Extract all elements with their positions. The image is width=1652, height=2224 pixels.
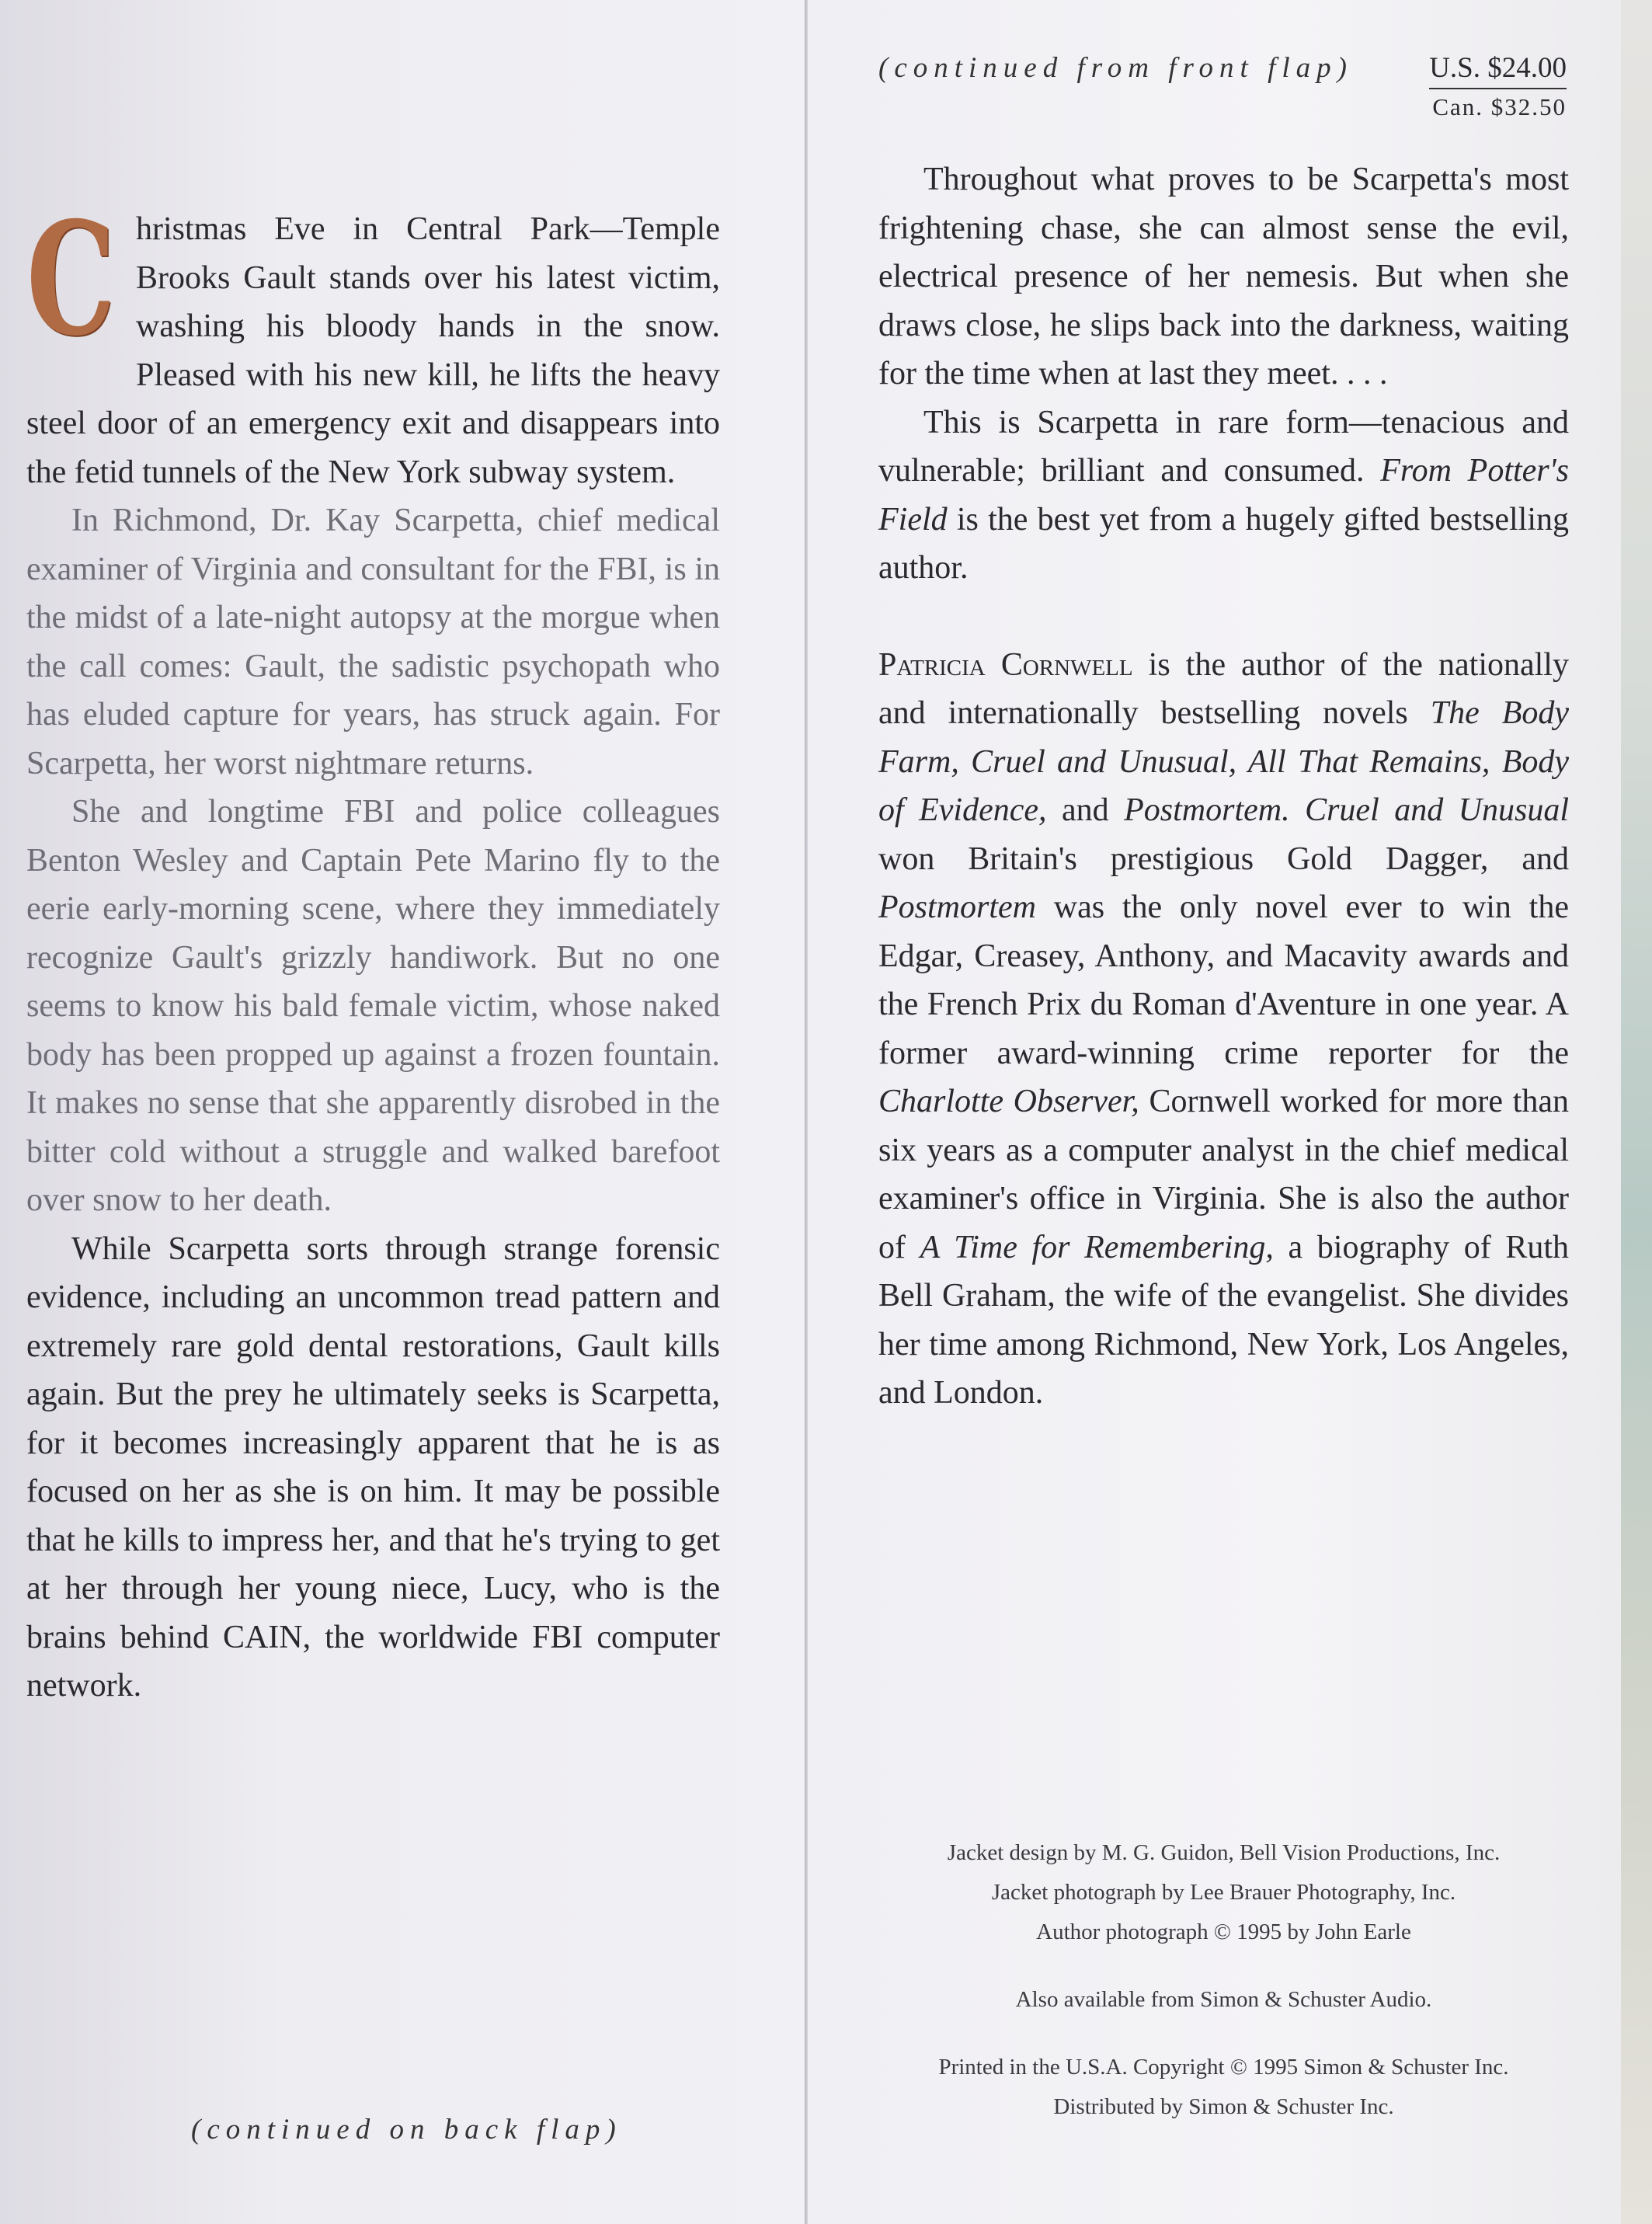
- back-paragraph-2-a: This is Scarpetta in rare form—tenacious and vulnerable; brilliant and consumed.: [878, 404, 1569, 489]
- credit-distributed: Distributed by Simon & Schuster Inc.: [1053, 2094, 1394, 2119]
- back-paragraph-2-b: is the best yet from a hugely gifted bestselling author.: [878, 501, 1569, 586]
- bio-text-6: Cornwell worked for more than six years as a computer analyst in the chief medical examiner's office in Virginia. She is also the author of: [878, 1084, 1569, 1265]
- front-paragraph-4: While Scarpetta sorts through strange forensic evidence, including an uncommon tread pattern and extremely rare gold dental restorations, Gault kills again. But the prey he ultimately seeks is Scarpetta, for it becomes increasingly apparent that he is as focused on her as she is on him. It may be possible that he kills to impress her, and that he's trying to get at her through her young niece, Lucy, who is the brains behind CAIN, the worldwide FBI computer network.: [26, 1230, 720, 1704]
- back-flap-text: [878, 155, 1569, 1418]
- front-paragraph-1: hristmas Eve in Central Park—Temple Brooks Gault stands over his latest victim, washing his bloody hands in the snow. Pleased with his new kill, he lifts the heavy steel door of an emergency exit and disappears into the fetid tunnels of the New York subway system.: [26, 211, 720, 490]
- credit-printed: Printed in the U.S.A. Copyright © 1995 Simon & Schuster Inc.: [938, 2055, 1509, 2080]
- bio-text-2: and: [1046, 792, 1125, 828]
- credit-author-photo: Author photograph © 1995 by John Earle: [1036, 1919, 1411, 1944]
- price-us: U.S. $24.00: [1429, 51, 1567, 89]
- back-paragraph-1: Throughout what proves to be Scarpetta's most frightening chase, she can almost sense the evil, electrical presence of her nemesis. But when she draws close, he slips back into the darkness, waiting for the time when at last they meet. . . .: [878, 162, 1569, 392]
- bio-book-postmortem: Postmortem.: [1124, 792, 1290, 828]
- back-paragraph-2: [878, 399, 1569, 593]
- author-name: Patricia Cornwell: [878, 646, 1133, 683]
- bio-text-7: a biography of Ruth Bell Graham, the wife of the evangelist. She divides her time among Richmond, New York, Los Angeles, and London.: [878, 1229, 1569, 1411]
- bio-text-4: won Britain's prestigious Gold Dagger, and: [878, 841, 1569, 877]
- front-paragraph-3: She and longtime FBI and police colleagues Benton Wesley and Captain Pete Marino fly to the eerie early-morning scene, where they immediately recognize Gault's grizzly handiwork. But no one seems to know his bald female victim, whose naked body has been propped up against a frozen fountain. It makes no sense that she apparently disrobed in the bitter cold without a struggle and walked barefoot over snow to her death.: [26, 794, 720, 1218]
- front-flap-text: [26, 188, 720, 1711]
- credits: [878, 1833, 1569, 2127]
- credit-jacket-design: Jacket design by M. G. Guidon, Bell Vision Productions, Inc.: [947, 1840, 1501, 1865]
- drop-cap: C: [26, 188, 116, 371]
- bio-text-1: is the author of the nationally and internationally bestselling novels: [878, 646, 1569, 731]
- bio-text-5: was the only novel ever to win the Edgar, Creasey, Anthony, and Macavity awards and the French Prix du Roman d'Aventure in one year. A former award-winning crime reporter for the: [878, 889, 1569, 1071]
- credit-jacket-photo: Jacket photograph by Lee Brauer Photography, Inc.: [991, 1880, 1456, 1905]
- section-gap: [878, 593, 1569, 641]
- continued-on-back-flap: (continued on back flap): [191, 2114, 622, 2146]
- bio-book-cruel: Cruel and Unusual: [1305, 792, 1570, 828]
- bio-book-time: A Time for Remembering,: [920, 1229, 1274, 1265]
- bio-book-postmortem-2: Postmortem: [878, 889, 1036, 925]
- bio-text-3: [1290, 792, 1305, 828]
- credits-gap: [878, 2020, 1569, 2048]
- book-title-potters-field: From Potter's Field: [878, 453, 1569, 538]
- credit-audio: Also available from Simon & Schuster Audio.: [1015, 1987, 1432, 2012]
- front-paragraph-2: In Richmond, Dr. Kay Scarpetta, chief medical examiner of Virginia and consultant for the FBI, is in the midst of a late-night autopsy at the morgue when the call comes: Gault, the sadistic psychopath who has eluded capture for years, has struck again. For Scarpetta, her worst nightmare returns.: [26, 503, 720, 781]
- continued-from-front-flap: (continued from front flap): [878, 52, 1353, 84]
- price-can: Can. $32.50: [1432, 93, 1567, 120]
- jacket-edge: [1621, 0, 1652, 2224]
- bio-book-list: The Body Farm, Cruel and Unusual, All That Remains, Body of Evidence,: [878, 695, 1569, 828]
- credits-gap: [878, 1952, 1569, 1980]
- author-bio: [878, 641, 1569, 1418]
- bio-newspaper: Charlotte Observer,: [878, 1084, 1139, 1119]
